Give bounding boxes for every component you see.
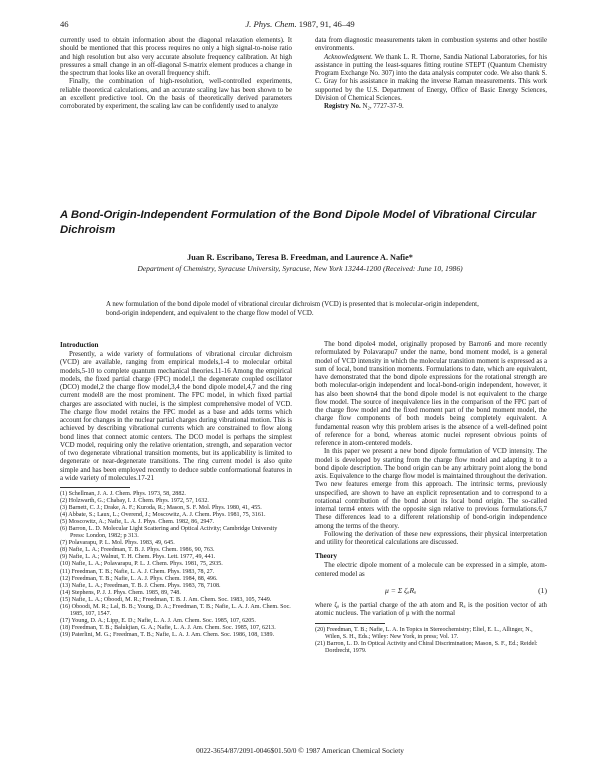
registry-value: N₂, 7727-37-9. (362, 103, 404, 110)
post-equation-text (315, 602, 547, 619)
journal-header (0, 19, 600, 29)
reference: (10) Nafie, L. A.; Polavarapu, P. L. J. Chem. Phys. 1981, 75, 2935. (60, 561, 223, 568)
equation: μ = Σ ζₐRₐ (385, 585, 417, 595)
body-left-column (60, 341, 292, 639)
right-column-text (315, 341, 547, 547)
reference: (4) Abbate, S.; Laux, L.; Overend, J.; Moscowitz, A. J. Chem. Phys. 1981, 75, 3161. (60, 512, 266, 519)
footnote-divider (315, 623, 385, 624)
acknowledgment-heading: Acknowledgment. (324, 53, 373, 61)
reference: (12) Freedman, T. B.; Nafie, L. A. J. Phys. Chem. 1984, 88, 496. (60, 575, 218, 582)
introduction-paragraph: Presently, a wide variety of formulations of vibrational circular dichroism (VCD) are available, ranging from empirical models,1-4 to molecular orbital models,5-10 to complete quantum mechanical theories.11-16 Among the empirical models, the fixed partial charge (FPC) model,1 the degenerate coupled oscillator (DCO) model,2 the charge flow model,3,4 the bond dipole model,4,7 and the ring current model8 are the most prominent. The FPC model, in which fixed partial charges are associated with nuclei, is the simplest comprehensive model of VCD. The charge flow model retains the FPC model as a base and adds terms which account for changes in the nuclear partial charges during vibrational motion. This is achieved by describing vibrational currents which are constrained to flow along bond lines that connect atomic centers. The DCO model is perhaps the simplest VCD model, requiring only the relative orientation, strength, and separation vector of two degenerate vibrational transition moments, but its applicability is limited to degenerate or near-degenerate transitions. The ring current model is also quite simple and has been employed recently to deduce subtle conformational features in a wide variety of molecules.17-21 (60, 351, 292, 482)
reference: (7) Polavarapu, P. L. Mol. Phys. 1983, 49, 645. (60, 540, 175, 547)
reference: (20) Freedman, T. B.; Nafie, L. A. In Topics in Stereochemistry; Eliel, E. L., Allinger, N., Wilen, S. H., Eds.; Wiley: New York, in press; Vol. 17. (315, 627, 533, 641)
references-right (315, 627, 547, 655)
reference: (19) Paterlini, M. G.; Freedman, T. B.; Nafie, L. A. J. Am. Chem. Soc. 1986, 108, 1389. (60, 631, 275, 638)
reference: (3) Barnett, C. J.; Drake, A. F.; Kuroda, R.; Mason, S. F. Mol. Phys. 1980, 41, 455. (60, 505, 262, 512)
reference: (15) Nafie, L. A.; Oboodi, M. R.; Freedman, T. B. J. Am. Chem. Soc. 1983, 105, 7449. (60, 596, 272, 603)
theory-paragraph: The electric dipole moment of a molecule can be expressed in a simple, atom-centered model as (315, 562, 547, 578)
registry-label: Registry No. (324, 103, 361, 110)
reference: (11) Freedman, T. B.; Nafie, L. A. J. Chem. Phys. 1983, 78, 27. (60, 568, 215, 575)
acknowledgment-text: We thank L. R. Thorne, Sandia National Laboratories, for his assistance in putting the least-squares fitting routine STEPT (Quantum Chemistry Program Exchange No. 307) into the data analysis computer code. We also thank S. C. Gray for his assistance in making the inverse Raman measurements. This work supported by the U.S. Department of Energy, Office of Basic Energy Sciences, Division of Chemical Sciences. (315, 53, 547, 102)
page-footer: 0022-3654/87/2091-0046$01.50/0 © 1987 American Chemical Society (196, 746, 404, 755)
body-paragraph: In this paper we present a new bond dipole formulation of VCD intensity. The model is developed by starting from the charge flow model and adapting it to a bond dipole description. The bond origin can be any arbitrary point along the bond axis. Equivalence to the charge flow model is maintained throughout the derivation. Two new features emerge from this approach. The intrinsic terms, previously unspecified, are shown to have an explicit representation and to correspond to a rotational contribution of the bond about its local bond origin. The so-called internal term4 enters with the opposite sign relative to previous formulations.6,7 These differences lead to a different relationship of bond-origin independence among the terms of the theory. (315, 448, 547, 530)
body-paragraph: Following the derivation of these new expressions, their physical interpretation and utility for theoretical calculations are discussed. (315, 530, 547, 546)
reference: (6) Barron, L. D. Molecular Light Scattering and Optical Activity; Cambridge University Press: London, 1982; p 313. (60, 526, 278, 540)
reference: (21) Barron, L. D. In Optical Activity and Chiral Discrimination; Mason, S. F., Ed.; Reidel: Dordrecht, 1979. (315, 641, 538, 655)
reference: (5) Moscowitz, A.; Nafie, L. A. J. Phys. Chem. 1982, 86, 2947. (60, 519, 215, 526)
body-paragraph: The bond dipole4 model, originally proposed by Barron6 and more recently reformulated by Polavarapu7 under the name, bond moment model, is a general model of VCD intensity in which the molecular transition moment is expressed as a sum of local, bond transition moments. Formulations to date, which are equivalent, have demonstrated that the bond dipole expressions for the rotational strength are both molecular-origin independent and local-bond-origin independent, however, it has also been shown4 that the bond dipole model is not equivalent to the charge flow model. The source of inequivalence lies in the comparison of the FPC part of the charge flow model and the fixed moment part of the bond moment model, the charge flow components of both models being completely equivalent. A fundamental reason why this problem arises is the absence of a well-defined point of reference for a bond, whereas atomic nuclei represent obvious points of reference in atom-centered models. (315, 341, 547, 447)
introduction-text (60, 351, 292, 483)
reference: (17) Young, D. A.; Lipp, E. D.; Nafie, L. A. J. Am. Chem. Soc. 1985, 107, 6205. (60, 617, 256, 624)
reference: (1) Schellman, J. A. J. Chem. Phys. 1973, 58, 2882. (60, 491, 186, 497)
body-right-column (315, 341, 547, 655)
reference: (2) Holzwarth, G.; Chabay, I. J. Chem. Phys. 1972, 57, 1632. (60, 498, 209, 505)
previous-article-paragraph: currently used to obtain information about the diagonal relaxation elements). It should be mentioned that this process requires no only a high signal-to-noise ratio and high resolution but also very accurate absolute frequency calibration. At high pressures a small change in an off-diagonal S-matrix element produces a change in the spectrum that looks like an overall frequency shift. (60, 37, 292, 77)
journal-citation: 1987, 91, 46–49 (298, 19, 355, 29)
article-title: A Bond-Origin-Independent Formulation of the Bond Dipole Model of Vibrational Circular Dichroism (60, 209, 537, 236)
reference: (16) Oboodi, M. R.; Lal, B. B.; Young, D. A.; Freedman, T. B.; Nafie, L. A. J. Am. Chem. Soc. 1985, 107, 1547. (60, 603, 291, 617)
previous-article-paragraph: Finally, the combination of high-resolution, well-controlled experiments, reliable theoretical calculations, and an accurate scaling law has been shown to be an excellent predictive tool. On the basis of theoretically derived parameters corroborated by experiment, the scaling law can be confidently used to analyze (60, 78, 292, 110)
footnote-divider (60, 487, 130, 488)
acknowledgment (315, 54, 547, 104)
reference: (14) Stephens, P. J. J. Phys. Chem. 1985, 89, 748. (60, 589, 181, 596)
reference: (9) Nafie, L. A.; Walnut, T. H. Chem. Phys. Lett. 1977, 49, 441. (60, 554, 216, 561)
references-left (60, 491, 292, 639)
page-number: 46 (60, 19, 69, 29)
theory-heading: Theory (315, 552, 338, 561)
registry-line (315, 103, 547, 111)
previous-article-continuation: data from diagnostic measurements taken in combustion systems and other hostile environments. (315, 37, 547, 53)
previous-article-right-column (315, 37, 547, 111)
authors: Juan R. Escribano, Teresa B. Freedman, and Laurence A. Nafie* (187, 253, 413, 262)
theory-text (315, 562, 547, 579)
introduction-heading: Introduction (60, 341, 99, 349)
abstract: A new formulation of the bond dipole model of vibrational circular dichroism (VCD) is presented that is molecular-origin independent, bond-origin independent, and equivalent to the charge flow model of VCD. (106, 301, 479, 317)
previous-article-left-column (60, 37, 292, 111)
affiliation: Department of Chemistry, Syracuse University, Syracuse, New York 13244-1200 (Received: June 10, 1986) (137, 264, 463, 273)
post-equation-paragraph: where ζₐ is the partial charge of the ath atom and Rₐ is the position vector of ath atomic nucleus. The variation of μ with the normal (315, 601, 547, 617)
journal-name: J. Phys. Chem. (245, 19, 297, 29)
reference: (13) Nafie, L. A.; Freedman, T. B. J. Chem. Phys. 1983, 78, 7108. (60, 582, 221, 589)
equation-number: (1) (538, 585, 547, 595)
reference: (8) Nafie, L. A.; Freedman, T. B. J. Phys. Chem. 1986, 90, 763. (60, 547, 215, 554)
reference: (18) Freedman, T. B.; Balukjian, G. A.; Nafie, L. A. J. Am. Chem. Soc. 1985, 107, 6213. (60, 624, 276, 631)
equation-1 (315, 586, 547, 595)
